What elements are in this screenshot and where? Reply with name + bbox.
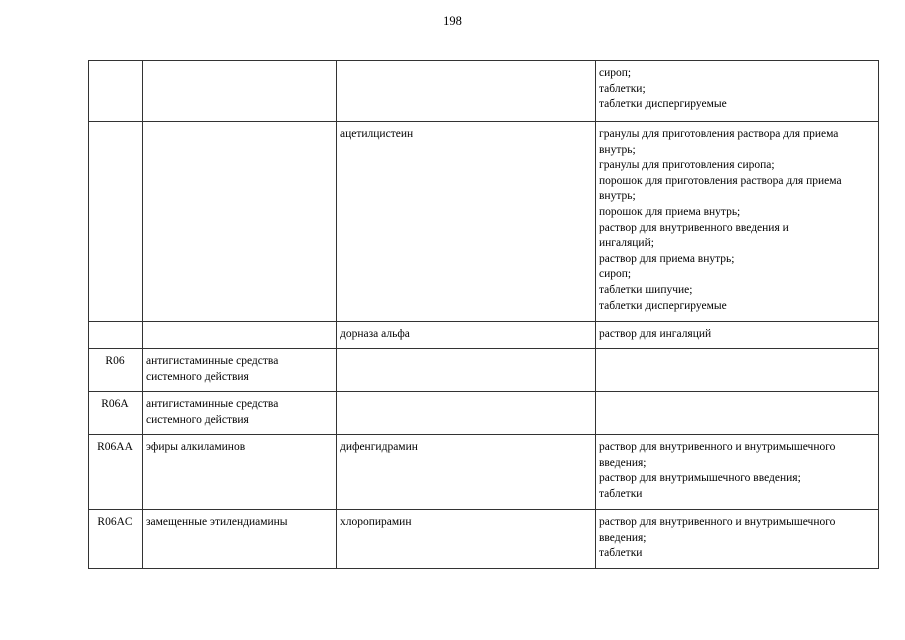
group-cell bbox=[143, 392, 337, 435]
dosage-form-line: сироп; bbox=[599, 67, 632, 79]
group-cell: замещенные этилендиамины bbox=[143, 510, 337, 569]
substance-cell: ацетилцистеин bbox=[337, 122, 596, 322]
dosage-form-line: раствор для внутривенного и внутримышечного bbox=[599, 441, 836, 453]
dosage-form-line: раствор для ингаляций bbox=[599, 328, 712, 340]
group-cell bbox=[143, 322, 337, 349]
dosage-forms-cell bbox=[596, 61, 879, 122]
dosage-form-line: таблетки bbox=[599, 487, 643, 500]
substance-cell bbox=[337, 61, 596, 122]
dosage-form-line: таблетки; bbox=[599, 82, 646, 95]
table-row bbox=[89, 392, 879, 435]
substance-cell: дифенгидрамин bbox=[337, 435, 596, 510]
dosage-form-line: таблетки диспергируемые bbox=[599, 98, 727, 111]
dosage-form-line: раствор для внутривенного введения и bbox=[599, 221, 789, 234]
dosage-form-line: внутрь; bbox=[599, 143, 636, 156]
page-number: 198 bbox=[443, 14, 462, 28]
dosage-forms-cell bbox=[596, 392, 879, 435]
dosage-form-line: таблетки шипучие; bbox=[599, 283, 693, 296]
dosage-form-line: внутрь; bbox=[599, 190, 636, 203]
substance-cell: хлоропирамин bbox=[337, 510, 596, 569]
group-cell: эфиры алкиламинов bbox=[143, 435, 337, 510]
dosage-form-line: гранулы для приготовления раствора для приема bbox=[599, 128, 839, 140]
table-row bbox=[89, 61, 879, 122]
substance-cell: дорназа альфа bbox=[337, 322, 596, 349]
group-cell bbox=[143, 349, 337, 392]
dosage-forms-cell bbox=[596, 510, 879, 569]
dosage-forms-cell bbox=[596, 349, 879, 392]
atc-code-cell: R06AC bbox=[89, 510, 143, 569]
medicines-table bbox=[88, 60, 879, 569]
table-row bbox=[89, 435, 879, 510]
dosage-forms-cell bbox=[596, 122, 879, 322]
dosage-forms-cell bbox=[596, 435, 879, 510]
dosage-form-line: раствор для внутримышечного введения; bbox=[599, 472, 801, 485]
table-row bbox=[89, 349, 879, 392]
dosage-form-line: сироп; bbox=[599, 268, 632, 281]
group-label: антигистаминные средства системного действия bbox=[146, 355, 279, 383]
dosage-form-line: порошок для приема внутрь; bbox=[599, 205, 741, 218]
substance-cell bbox=[337, 392, 596, 435]
atc-code-cell bbox=[89, 61, 143, 122]
dosage-form-line: порошок для приготовления раствора для приема bbox=[599, 174, 842, 187]
group-cell bbox=[143, 122, 337, 322]
table-row bbox=[89, 322, 879, 349]
substance-cell bbox=[337, 349, 596, 392]
group-cell bbox=[143, 61, 337, 122]
atc-code-cell bbox=[89, 322, 143, 349]
dosage-forms-cell bbox=[596, 322, 879, 349]
dosage-form-line: таблетки диспергируемые bbox=[599, 299, 727, 312]
dosage-form-line: ингаляций; bbox=[599, 237, 654, 250]
dosage-form-line: раствор для приема внутрь; bbox=[599, 252, 735, 265]
dosage-form-line: раствор для внутривенного и внутримышечного bbox=[599, 516, 836, 528]
dosage-form-line: введения; bbox=[599, 531, 647, 544]
atc-code-cell: R06 bbox=[89, 349, 143, 392]
dosage-form-line: введения; bbox=[599, 456, 647, 469]
group-label: антигистаминные средства системного действия bbox=[146, 398, 279, 426]
atc-code-cell: R06A bbox=[89, 392, 143, 435]
atc-code-cell: R06AA bbox=[89, 435, 143, 510]
atc-code-cell bbox=[89, 122, 143, 322]
table-row bbox=[89, 122, 879, 322]
table-row bbox=[89, 510, 879, 569]
dosage-form-line: таблетки bbox=[599, 547, 643, 560]
dosage-form-line: гранулы для приготовления сиропа; bbox=[599, 159, 775, 172]
